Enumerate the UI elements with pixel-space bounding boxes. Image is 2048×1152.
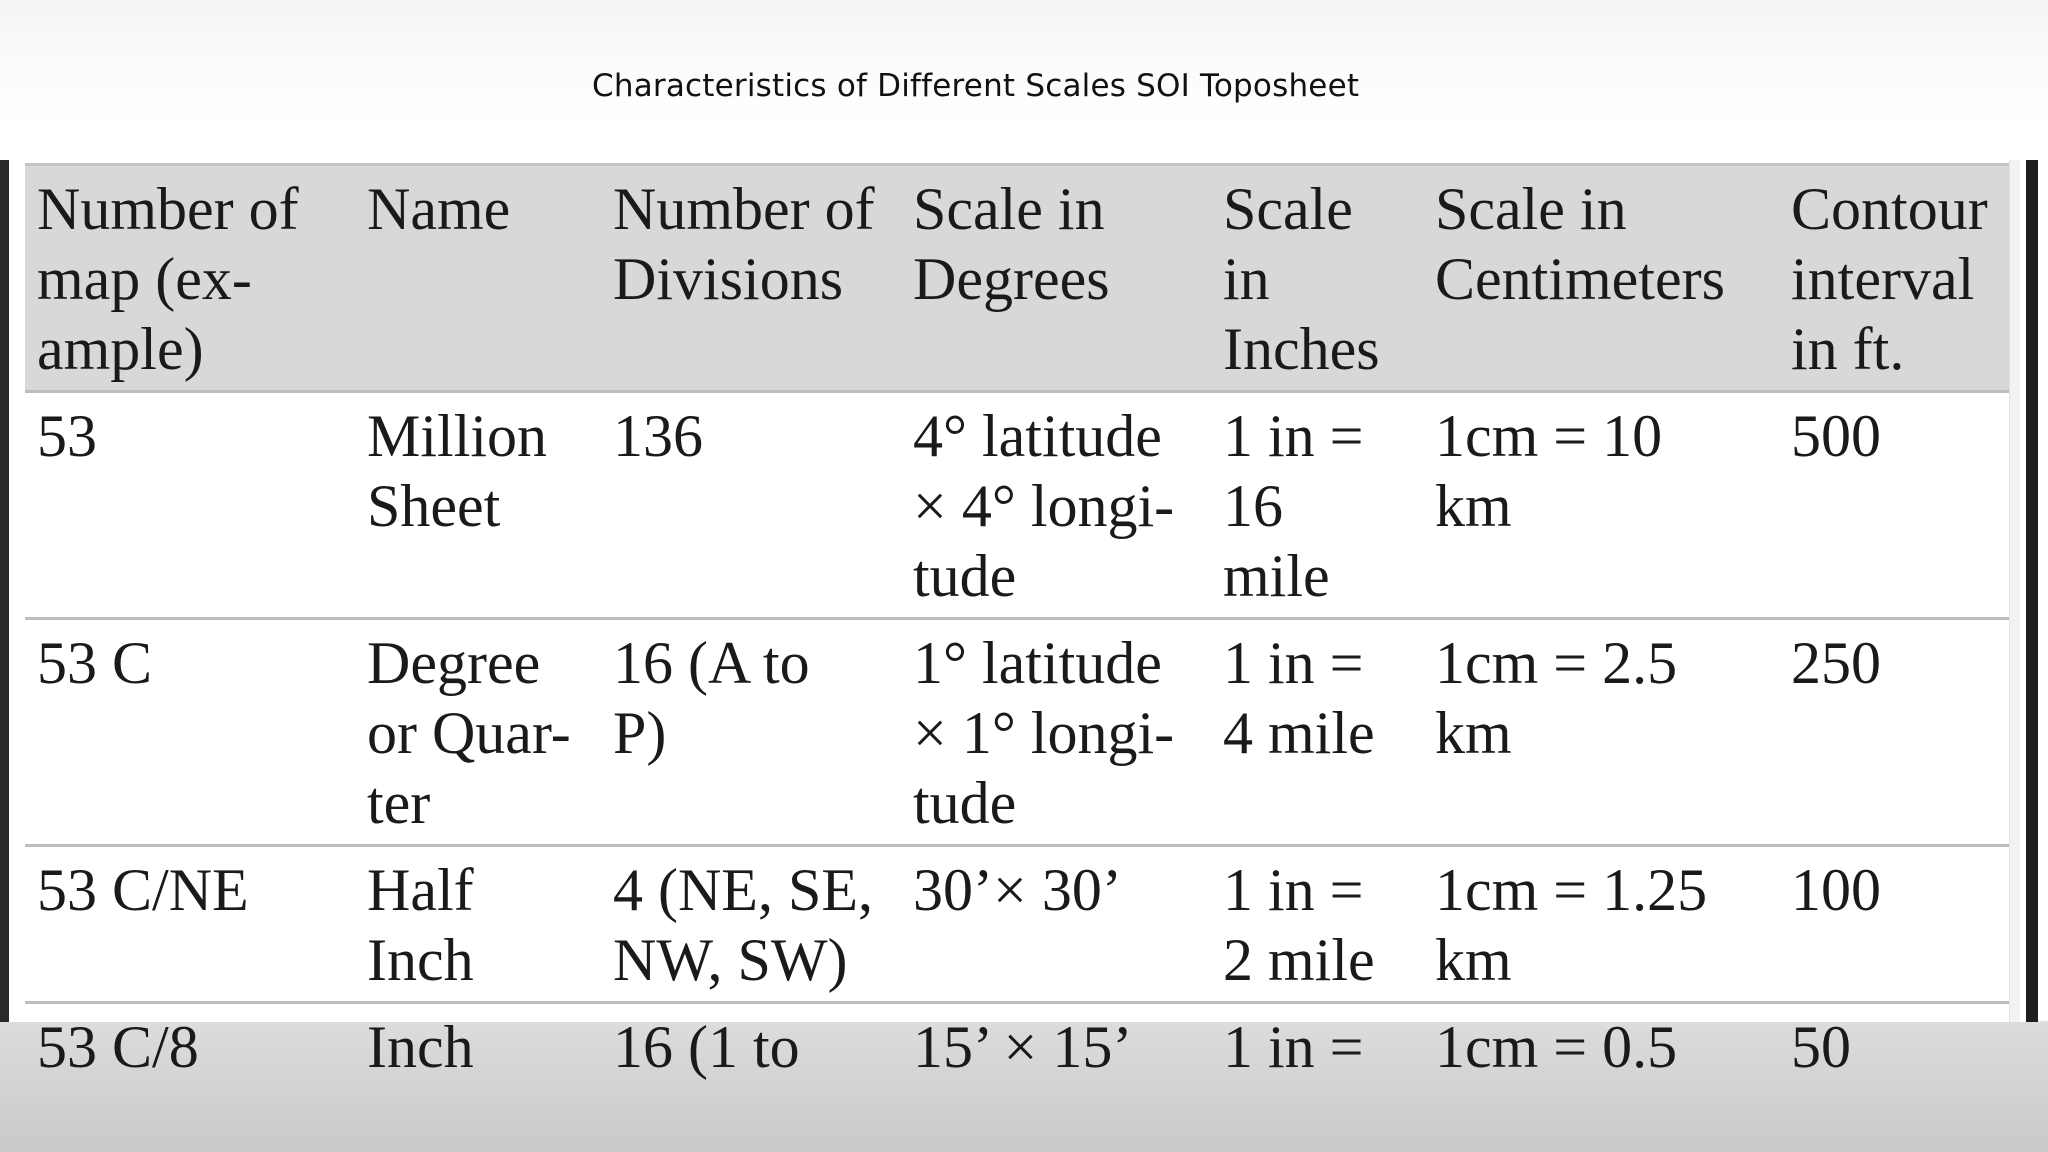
header-cell-contour-interval [1777, 165, 2009, 392]
cell-line: tude [913, 770, 1017, 836]
cell-line: 53 C/8 [37, 1014, 199, 1080]
cell-scale-centimeters [1421, 846, 1777, 1003]
header-line: Scale in [913, 176, 1105, 242]
cell-line: 1 in = [1223, 403, 1364, 469]
cell-scale-inches [1209, 619, 1421, 846]
cell-line: 2 mile [1223, 927, 1375, 993]
cell-scale-degrees [899, 846, 1209, 1003]
header-line: Centimeters [1435, 246, 1725, 312]
cell-map-number [25, 392, 353, 619]
cell-name [353, 1003, 599, 1089]
header-line: ample) [37, 316, 204, 382]
table-row [25, 619, 2009, 846]
header-line: Contour [1791, 176, 1988, 242]
cell-scale-centimeters [1421, 619, 1777, 846]
cell-line: mile [1223, 543, 1330, 609]
header-line: Scale in [1435, 176, 1627, 242]
cell-line: 1cm = 10 [1435, 403, 1663, 469]
cell-scale-degrees [899, 619, 1209, 846]
cell-line: 53 [37, 403, 97, 469]
header-row [25, 165, 2009, 392]
header-line: Scale [1223, 176, 1353, 242]
cell-line: 1 in = [1223, 1014, 1364, 1080]
table-row [25, 846, 2009, 1003]
cell-line: Inch [367, 1014, 474, 1080]
cell-map-number [25, 846, 353, 1003]
cell-scale-centimeters [1421, 1003, 1777, 1089]
header-line: Name [367, 176, 511, 242]
header-line: Inches [1223, 316, 1380, 382]
cell-contour-interval [1777, 1003, 2009, 1089]
table-row [25, 392, 2009, 619]
cell-line: ter [367, 770, 431, 836]
cell-line: 1 in = [1223, 630, 1364, 696]
header-line: in [1223, 246, 1270, 312]
cell-line: Million [367, 403, 548, 469]
cell-line: 50 [1791, 1014, 1851, 1080]
cell-line: 53 C/NE [37, 857, 249, 923]
cell-contour-interval [1777, 619, 2009, 846]
cell-line: 1cm = 2.5 [1435, 630, 1678, 696]
cell-line: km [1435, 927, 1512, 993]
cell-map-number [25, 619, 353, 846]
cell-line: 16 (A to [613, 630, 810, 696]
cell-line: 250 [1791, 630, 1881, 696]
header-cell-name [353, 165, 599, 392]
header-line: Number of [613, 176, 875, 242]
cell-line: km [1435, 700, 1512, 766]
cell-line: 1° latitude [913, 630, 1162, 696]
header-line: map (ex- [37, 246, 252, 312]
cell-line: 4° latitude [913, 403, 1162, 469]
cell-line: Half [367, 857, 474, 923]
cell-line: 53 C [37, 630, 153, 696]
cell-divisions [599, 619, 899, 846]
header-line: Degrees [913, 246, 1110, 312]
cell-line: 30’× 30’ [913, 857, 1122, 923]
cell-line: 1cm = 0.5 [1435, 1014, 1678, 1080]
cell-name [353, 619, 599, 846]
cell-line: 1 in = [1223, 857, 1364, 923]
cell-line: 16 [1223, 473, 1283, 539]
header-cell-map-number [25, 165, 353, 392]
table-row [25, 1003, 2009, 1089]
cell-line: 4 mile [1223, 700, 1375, 766]
cell-map-number [25, 1003, 353, 1089]
cell-scale-centimeters [1421, 392, 1777, 619]
cell-line: 136 [613, 403, 703, 469]
header-cell-divisions [599, 165, 899, 392]
cell-line: 16 (1 to [613, 1014, 800, 1080]
cell-scale-inches [1209, 392, 1421, 619]
cell-line: 15’ × 15’ [913, 1014, 1133, 1080]
cell-line: NW, SW) [613, 927, 848, 993]
cell-line: 4 (NE, SE, [613, 857, 873, 923]
cell-line: Degree [367, 630, 541, 696]
cell-line: or Quar- [367, 700, 571, 766]
cell-line: tude [913, 543, 1017, 609]
cell-scale-inches [1209, 846, 1421, 1003]
cell-line: P) [613, 700, 667, 766]
header-cell-scale-centimeters [1421, 165, 1777, 392]
cell-contour-interval [1777, 846, 2009, 1003]
cell-scale-degrees [899, 392, 1209, 619]
table-screenshot [0, 160, 2038, 1080]
header-line: Divisions [613, 246, 844, 312]
header-line: in ft. [1791, 316, 1905, 382]
cell-divisions [599, 1003, 899, 1089]
header-cell-scale-degrees [899, 165, 1209, 392]
slide-title: Characteristics of Different Scales SOI Toposheet [592, 68, 1360, 104]
cell-line: 1cm = 1.25 [1435, 857, 1708, 923]
cell-line: 100 [1791, 857, 1881, 923]
cell-line: 500 [1791, 403, 1881, 469]
toposheet-table [25, 163, 2009, 1088]
cell-line: × 1° longi- [913, 700, 1175, 766]
cell-line: km [1435, 473, 1512, 539]
cell-scale-degrees [899, 1003, 1209, 1089]
header-cell-scale-inches [1209, 165, 1421, 392]
header-line: Number of [37, 176, 299, 242]
cell-line: × 4° longi- [913, 473, 1175, 539]
cell-divisions [599, 392, 899, 619]
cell-name [353, 392, 599, 619]
cell-scale-inches [1209, 1003, 1421, 1089]
cell-contour-interval [1777, 392, 2009, 619]
cell-line: Sheet [367, 473, 501, 539]
cell-line: Inch [367, 927, 474, 993]
cell-divisions [599, 846, 899, 1003]
cell-name [353, 846, 599, 1003]
header-line: interval [1791, 246, 1975, 312]
